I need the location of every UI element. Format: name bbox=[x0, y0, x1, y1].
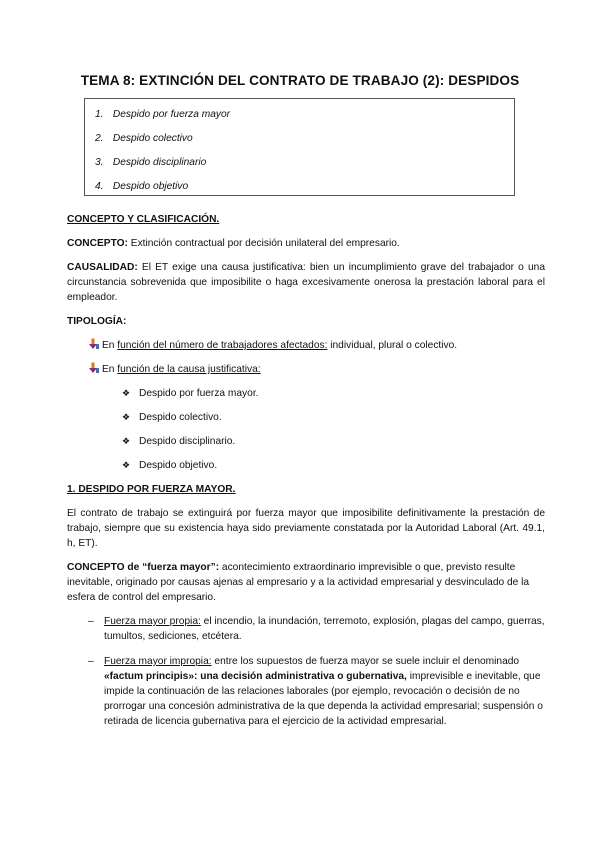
causalidad-text: El ET exige una causa justificativa: bien un incumplimiento grave del trabajador o una circunstancia sobrevenida que imposibilite o haga excesivamente onerosa la prestación laboral para el empleador. bbox=[67, 262, 545, 303]
causalidad-label: CAUSALIDAD: bbox=[67, 262, 138, 273]
toc-item-number: 3. bbox=[95, 157, 104, 168]
toc-item bbox=[95, 155, 206, 170]
fuerza-mayor-paragraph: El contrato de trabajo se extinguirá por fuerza mayor que imposibilite definitivamente la prestación de trabajo, siempre que su existencia haya sido previamente constatada por la Autoridad Laboral (Art. 49.1, h, ET). bbox=[67, 508, 545, 549]
page-title: TEMA 8: EXTINCIÓN DEL CONTRATO DE TRABAJO (2): DESPIDOS bbox=[80, 73, 520, 88]
tipologia-item bbox=[88, 362, 261, 377]
dash-bullet: – bbox=[88, 656, 94, 667]
causalidad-paragraph bbox=[67, 260, 545, 305]
causa-subitem-label: Despido colectivo. bbox=[139, 412, 222, 423]
causa-subitem-label: Despido disciplinario. bbox=[139, 436, 236, 447]
causa-subitem bbox=[121, 386, 258, 401]
toc-item-label: Despido colectivo bbox=[112, 133, 193, 144]
tipologia-label: TIPOLOGÍA: bbox=[67, 316, 127, 327]
tipologia-item bbox=[88, 338, 457, 353]
toc-item-label: Despido disciplinario bbox=[112, 157, 207, 168]
fuerza-mayor-propia-label: Fuerza mayor propia: bbox=[104, 616, 201, 627]
tipologia-item-prefix: En bbox=[102, 340, 118, 351]
tipologia-item-criterion: función de la causa justificativa: bbox=[117, 364, 261, 375]
concepto-fuerza-mayor-paragraph bbox=[67, 560, 545, 605]
diamond-bullet-icon: ❖ bbox=[121, 388, 131, 398]
fuerza-mayor-propia-description: el incendio, la inundación, terremoto, explosión, plagas del campo, guerras, tumultos, sediciones, etcétera. bbox=[104, 616, 545, 642]
concepto-paragraph bbox=[67, 236, 545, 251]
section-heading-fuerza-mayor: 1. DESPIDO POR FUERZA MAYOR. bbox=[67, 484, 236, 495]
toc-item-label: Despido objetivo bbox=[112, 181, 189, 192]
causa-subitem-label: Despido objetivo. bbox=[139, 460, 218, 471]
toc-item-number: 2. bbox=[95, 133, 104, 144]
toc-item bbox=[95, 179, 188, 194]
concepto-fm-label: CONCEPTO de “fuerza mayor”: bbox=[67, 562, 220, 573]
toc-item-label: Despido por fuerza mayor bbox=[112, 109, 231, 120]
diamond-bullet-icon: ❖ bbox=[121, 460, 131, 470]
causa-subitem bbox=[121, 434, 235, 449]
section-heading-concepto-clasificacion: CONCEPTO Y CLASIFICACIÓN. bbox=[67, 214, 220, 225]
causa-subitem-label: Despido por fuerza mayor. bbox=[139, 388, 259, 399]
tipologia-item-values: individual, plural o colectivo. bbox=[327, 340, 458, 351]
fuerza-mayor-impropia-intro: entre los supuestos de fuerza mayor se suele incluir el denominado bbox=[211, 656, 520, 667]
toc-item-number: 4. bbox=[95, 181, 104, 192]
fuerza-mayor-impropia-description: imprevisible e inevitable, que impide la continuación de las relaciones laborales (por ejemplo, revocación o decisión de no prorrogar una concesión administrativa de la que dependa la actividad empresarial; suspensión o retirada de licencia gubernativa para el ejercicio de la actividad empresarial. bbox=[104, 671, 543, 727]
toc-item bbox=[95, 131, 193, 146]
concepto-fm-text: acontecimiento extraordinario imprevisible o que, previsto resulte inevitable, originado por causas ajenas al empresario y a la actividad empresarial y desvinculado de la esfera de control del empresario. bbox=[67, 562, 530, 603]
factum-principis-definition: «factum principis»: una decisión administrativa o gubernativa, bbox=[104, 671, 407, 682]
tipologia-item-criterion: función del número de trabajadores afectados: bbox=[117, 340, 328, 351]
concepto-label: CONCEPTO: bbox=[67, 238, 128, 249]
toc-item-number: 1. bbox=[95, 109, 104, 120]
fuerza-mayor-impropia-label: Fuerza mayor impropia: bbox=[104, 656, 212, 667]
bullet-arrow-icon bbox=[88, 338, 100, 350]
dash-bullet: – bbox=[88, 616, 94, 627]
causa-subitem bbox=[121, 410, 222, 425]
table-of-contents bbox=[84, 98, 515, 196]
diamond-bullet-icon: ❖ bbox=[121, 412, 131, 422]
fuerza-mayor-propia-text bbox=[104, 614, 545, 644]
fuerza-mayor-impropia-text bbox=[104, 654, 545, 729]
diamond-bullet-icon: ❖ bbox=[121, 436, 131, 446]
causa-subitem bbox=[121, 458, 217, 473]
tipologia-item-prefix: En bbox=[102, 364, 118, 375]
toc-item bbox=[95, 107, 230, 122]
bullet-arrow-icon bbox=[88, 362, 100, 374]
concepto-text: Extinción contractual por decisión unilateral del empresario. bbox=[127, 238, 400, 249]
